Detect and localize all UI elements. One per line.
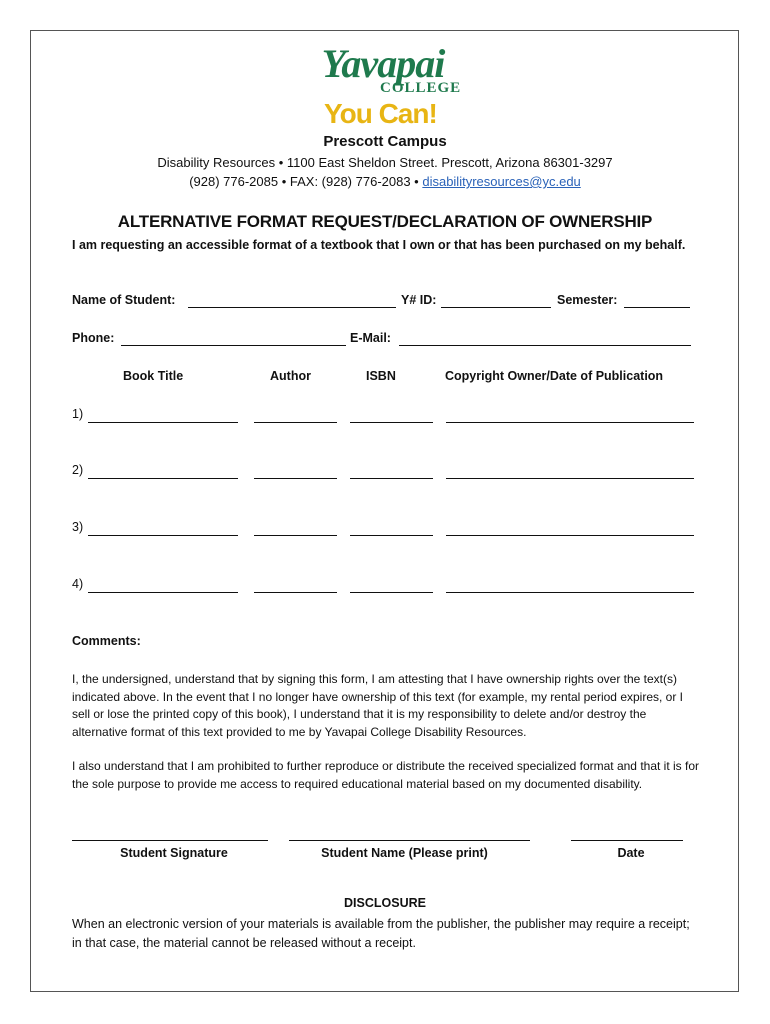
form-intro: I am requesting an accessible format of a textbook that I own or that has been purchased on my behalf. bbox=[72, 238, 686, 252]
signature-field[interactable] bbox=[72, 840, 268, 841]
row-number: 2) bbox=[72, 463, 84, 477]
author-field[interactable] bbox=[254, 592, 337, 593]
email-label: E-Mail: bbox=[350, 331, 391, 345]
copyright-field[interactable] bbox=[446, 478, 694, 479]
author-field[interactable] bbox=[254, 422, 337, 423]
copyright-field[interactable] bbox=[446, 422, 694, 423]
phone-fax: (928) 776-2085 • FAX: (928) 776-2083 • bbox=[189, 174, 423, 189]
student-name-label: Student Name (Please print) bbox=[321, 846, 488, 860]
logo-college: COLLEGE bbox=[380, 80, 462, 96]
row-number: 1) bbox=[72, 407, 84, 421]
contact-line bbox=[0, 174, 770, 189]
copyright-field[interactable] bbox=[446, 592, 694, 593]
col-author: Author bbox=[270, 369, 311, 383]
isbn-field[interactable] bbox=[350, 535, 433, 536]
comments-label: Comments: bbox=[72, 634, 141, 648]
author-field[interactable] bbox=[254, 478, 337, 479]
phone-label: Phone: bbox=[72, 331, 115, 345]
yid-field[interactable] bbox=[441, 307, 551, 308]
ownership-statement: I, the undersigned, understand that by signing this form, I am attesting that I have ownership rights over the text(s) indicated above. In the event that I no longer have ownership of this text (for example, my rental period expires, or I sell or lose the printed copy of this book), I understand that it is my responsibility to delete and/or destroy the alternative format of this text provided to me by Yavapai College Disability Resources. bbox=[72, 672, 684, 739]
copyright-field[interactable] bbox=[446, 535, 694, 536]
email-link[interactable]: disabilityresources@yc.edu bbox=[422, 174, 581, 189]
book-title-field[interactable] bbox=[88, 422, 238, 423]
book-title-field[interactable] bbox=[88, 478, 238, 479]
date-label: Date bbox=[617, 846, 645, 860]
logo-yavapai: Yavapai bbox=[321, 41, 445, 86]
yid-label: Y# ID: bbox=[401, 293, 437, 307]
isbn-field[interactable] bbox=[350, 478, 433, 479]
address-line: Disability Resources • 1100 East Sheldon Street. Prescott, Arizona 86301-3297 bbox=[157, 155, 613, 170]
form-title: ALTERNATIVE FORMAT REQUEST/DECLARATION OF OWNERSHIP bbox=[117, 212, 653, 231]
phone-field[interactable] bbox=[121, 345, 346, 346]
row-number: 3) bbox=[72, 520, 84, 534]
signature-label: Student Signature bbox=[120, 846, 228, 860]
distribution-statement: I also understand that I am prohibited to further reproduce or distribute the received specialized format and that it is for the sole purpose to provide me access to required educational material based on my documented disability. bbox=[72, 759, 700, 791]
col-copyright: Copyright Owner/Date of Publication bbox=[445, 369, 664, 383]
logo-tagline: You Can! bbox=[324, 98, 437, 129]
disclosure-text: When an electronic version of your materials is available from the publisher, the publisher may require a receipt; in that case, the material cannot be released without a receipt. bbox=[72, 917, 690, 950]
author-field[interactable] bbox=[254, 535, 337, 536]
campus-name: Prescott Campus bbox=[323, 133, 447, 150]
col-isbn: ISBN bbox=[366, 369, 396, 383]
name-label: Name of Student: bbox=[72, 293, 176, 307]
col-book-title: Book Title bbox=[123, 369, 184, 383]
student-name-field[interactable] bbox=[289, 840, 530, 841]
book-title-field[interactable] bbox=[88, 535, 238, 536]
isbn-field[interactable] bbox=[350, 592, 433, 593]
email-field[interactable] bbox=[399, 345, 691, 346]
semester-label: Semester: bbox=[557, 293, 618, 307]
book-title-field[interactable] bbox=[88, 592, 238, 593]
disclosure-title: DISCLOSURE bbox=[344, 896, 426, 910]
row-number: 4) bbox=[72, 577, 84, 591]
name-field[interactable] bbox=[188, 307, 396, 308]
isbn-field[interactable] bbox=[350, 422, 433, 423]
semester-field[interactable] bbox=[624, 307, 690, 308]
date-field[interactable] bbox=[571, 840, 683, 841]
